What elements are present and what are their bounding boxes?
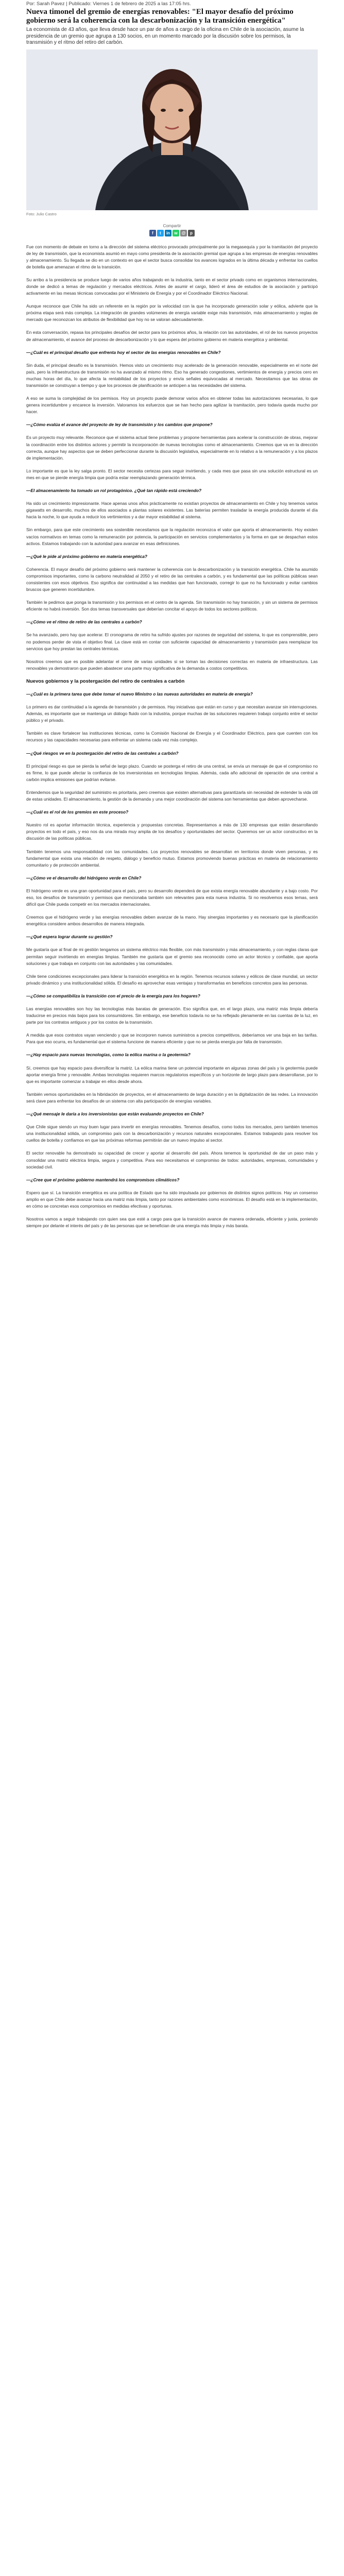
body-paragraph: Entendemos que la seguridad del suministro es prioritaria, pero creemos que existen alternativas para garantizarla sin necesidad de extender la vida útil de estas unidades. El almacenamiento, la gestión de la demanda y una mejor coordinación del sistema son herramientas que deben aprovecharse. [26, 789, 318, 802]
article-headline: Nueva timonel del gremio de energías renovables: "El mayor desafío del próximo gobierno será la coherencia con la descarbonización y la transición energética" [26, 8, 294, 25]
interview-question: —¿Cómo se compatibiliza la transición con el precio de la energía para los hogares? [26, 993, 200, 998]
body-paragraph: Nosotros vamos a seguir trabajando con quien sea que esté a cargo para que la transición avance de manera ordenada, eficiente y justa, poniendo siempre por delante el interés del país y de las personas que se benefician de una energía más limpia y más barata. [26, 1216, 318, 1229]
body-paragraph: Fue con momento de debate en torno a la dirección del sistema eléctrico provocado principalmente por la megasequía y por la tramitación del proyecto de ley de transmisión, que la economista asumió en mayo como presidenta de la asociación gremial que agrupa a las empresas de energías renovables y almacenamiento. Su llegada se dio en un contexto en que el sector busca consolidar los avances logrados en la última década y enfrentar los cuellos de botella que amenazan el ritmo de la transición. [26, 244, 318, 269]
portrait-illustration [26, 49, 318, 210]
body-paragraph: Las energías renovables son hoy las tecnologías más baratas de generación. Eso significa que, en el largo plazo, una matriz más limpia debería traducirse en precios más bajos para los consumidores. Sin embargo, ese beneficio todavía no se ha reflejado plenamente en las cuentas de la luz, en parte por los contratos antiguos y por los costos de la transmisión. [26, 1006, 318, 1025]
body-paragraph: Se ha avanzado, pero hay que acelerar. El cronograma de retiro ha sufrido ajustes por razones de seguridad del sistema, lo que es comprensible, pero no podemos perder de vista el objetivo final. La clave está en contar con suficiente capacidad de almacenamiento y transmisión para reemplazar los servicios que hoy prestan las centrales térmicas. [26, 632, 318, 651]
body-paragraph: Coherencia. El mayor desafío del próximo gobierno será mantener la coherencia con la descarbonización y la transición energética. Chile ha asumido compromisos importantes, como la carbono neutralidad al 2050 y el retiro de las centrales a carbón, y es fundamental que las políticas públicas sean consistentes con esos objetivos. Eso significa dar continuidad a las medidas que han funcionado, corregir lo que no ha funcionado y evitar cambios bruscos que generen incertidumbre. [26, 566, 318, 592]
body-paragraph: También es clave fortalecer las instituciones técnicas, como la Comisión Nacional de Energía y el Coordinador Eléctrico, para que cuenten con los recursos y las capacidades necesarias para enfrentar un sistema cada vez más complejo. [26, 731, 318, 743]
body-paragraph: Es un proyecto muy relevante. Reconoce que el sistema actual tiene problemas y propone herramientas para acelerar la construcción de obras, mejorar la coordinación entre los distintos actores y permitir la incorporación de nuevas tecnologías como el almacenamiento. Creemos que va en la dirección correcta, aunque hay aspectos que se deben perfeccionar durante la discusión legislativa, especialmente en lo relativo a la remuneración y a los plazos de implementación. [26, 435, 318, 461]
article-container [26, 0, 318, 1229]
interview-question: —¿Qué le pide al próximo gobierno en materia energética? [26, 553, 148, 559]
body-paragraph: Nosotros creemos que es posible adelantar el cierre de varias unidades si se toman las decisiones correctas en materia de infraestructura. Las renovables ya demostraron que pueden abastecer una parte muy significativa de la demanda a costos competitivos. [26, 658, 318, 671]
interview-question: —¿Qué espera lograr durante su gestión? [26, 934, 113, 940]
share-linkedin-button[interactable]: in [165, 230, 171, 236]
interview-question: —¿Cuál es el principal desafío que enfrenta hoy el sector de las energías renovables en Chile? [26, 349, 221, 355]
article-meta: Por: Sarah Pavez | Publicado: Viernes 1 de febrero de 2025 a las 17:05 hrs. [26, 1, 191, 7]
interview-question: —¿Cree que el próximo gobierno mantendrá los compromisos climáticos? [26, 1177, 180, 1182]
body-paragraph: Sí, creemos que hay espacio para diversificar la matriz. La eólica marina tiene un potencial importante en algunas zonas del país y la geotermia puede aportar energía firme y renovable. Ambas tecnologías requieren marcos regulatorios específicos y un horizonte de largo plazo para desarrollarse, por lo que es importante comenzar a trabajar en ellos desde ahora. [26, 1065, 318, 1084]
body-paragraph: En esta conversación, repasa los principales desafíos del sector para los próximos años, la relación con las autoridades, el rol de los nuevos proyectos de almacenamiento, el avance del proceso de descarbonización y lo que espera del próximo gobierno en materia energética y ambiental. [26, 330, 318, 342]
body-paragraph: También le pedimos que ponga la transmisión y los permisos en el centro de la agenda. Sin transmisión no hay transición, y sin un sistema de permisos eficiente no habrá inversión. Son dos temas transversales que deberían concitar el apoyo de todos los sectores políticos. [26, 600, 318, 612]
body-paragraph: Nuestro rol es aportar información técnica, experiencia y propuestas concretas. Representamos a más de 130 empresas que están desarrollando proyectos en todo el país, y eso nos da una mirada muy amplia de los desafíos y oportunidades del sector. Queremos ser un actor constructivo en la discusión de las políticas públicas. [26, 822, 318, 841]
body-paragraph: Lo importante es que la ley salga pronto. El sector necesita certezas para seguir invirtiendo, y cada mes que pasa sin una solución estructural es un mes en que se pierde energía limpia que podría estar reemplazando generación térmica. [26, 468, 318, 480]
body-paragraph: Que Chile sigue siendo un muy buen lugar para invertir en energías renovables. Tenemos desafíos, como todos los mercados, pero también tenemos una institucionalidad sólida, un compromiso país con la descarbonización y recursos naturales excepcionales. Estamos trabajando para resolver los cuellos de botella y confiamos en que las próximas reformas permitirán dar un nuevo impulso al sector. [26, 1124, 318, 1143]
body-paragraph: Sin embargo, para que este crecimiento sea sostenible necesitamos que la regulación reconozca el valor que aporta el almacenamiento. Hoy existen vacíos normativos en temas como la remuneración por potencia, la participación en servicios complementarios y la forma en que se despachan estos activos. Estamos trabajando con la autoridad para avanzar en esas definiciones. [26, 527, 318, 546]
interview-question: —El almacenamiento ha tomado un rol protagónico. ¿Qué tan rápido está creciendo? [26, 488, 202, 494]
body-paragraph: El principal riesgo es que se pierda la señal de largo plazo. Cuando se posterga el retiro de una central, se envía un mensaje de que el compromiso no es firme, lo que puede afectar la confianza de los inversionistas en tecnologías limpias. Además, cada año adicional de operación de una central a carbón implica emisiones que podrían evitarse. [26, 763, 318, 782]
photo-caption: Foto: Julio Castro [26, 211, 57, 216]
body-paragraph: El hidrógeno verde es una gran oportunidad para el país, pero su desarrollo dependerá de que exista energía renovable abundante y a bajo costo. Por eso, los desafíos de transmisión y permisos que mencionaba también son relevantes para esta nueva industria. Si no resolvemos esos temas, será difícil que Chile pueda competir en los mercados internacionales. [26, 888, 318, 907]
body-paragraph: También tenemos una responsabilidad con las comunidades. Los proyectos renovables se desarrollan en territorios donde viven personas, y es fundamental que exista una relación de respeto, diálogo y beneficio mutuo. Estamos promoviendo buenas prácticas en materia de relacionamiento comunitario y de protección ambiental. [26, 849, 318, 868]
share-bar [26, 230, 318, 236]
section-heading: Nuevos gobiernos y la postergación del retiro de centrales a carbón [26, 678, 185, 684]
body-paragraph: Sin duda, el principal desafío es la transmisión. Hemos visto un crecimiento muy acelerado de la generación renovable, especialmente en el norte del país, pero la infraestructura de transmisión no ha avanzado al mismo ritmo. Eso ha generado congestiones, vertimientos de energía y precios cero en muchas horas del día, lo que afecta la rentabilidad de los proyectos y envía señales equivocadas al mercado. Necesitamos que las obras de transmisión se construyan a tiempo y que los procesos de planificación se anticipen a las necesidades del sistema. [26, 362, 318, 388]
share-twitter-button[interactable]: t [157, 230, 164, 236]
body-paragraph: Creemos que el hidrógeno verde y las energías renovables deben avanzar de la mano. Hay sinergias importantes y es necesario que la planificación energética considere ambos desarrollos de manera integrada. [26, 914, 318, 927]
interview-question: —¿Cómo ve el desarrollo del hidrógeno verde en Chile? [26, 875, 142, 880]
article-page [0, 0, 344, 1229]
article-photo [26, 49, 318, 210]
body-paragraph: A medida que esos contratos vayan venciendo y que se incorporen nuevos suministros a precios competitivos, deberíamos ver una baja en las tarifas. Para que eso ocurra, es fundamental que el sistema funcione de manera eficiente y que no se pierda energía por falta de transmisión. [26, 1032, 318, 1045]
body-paragraph: Chile tiene condiciones excepcionales para liderar la transición energética en la región. Tenemos recursos solares y eólicos de clase mundial, un sector privado dinámico y una institucionalidad sólida. El desafío es aprovechar esas ventajas y transformarlas en beneficios concretos para las personas. [26, 973, 318, 986]
body-paragraph: Ha sido un crecimiento impresionante. Hace apenas unos años prácticamente no existían proyectos de almacenamiento en Chile y hoy tenemos varios gigawatts en desarrollo, muchos de ellos asociados a plantas solares existentes. Las baterías permiten trasladar la energía producida durante el día hacia la noche, lo que ayuda a reducir los vertimientos y a dar mayor estabilidad al sistema. [26, 501, 318, 520]
body-paragraph: Lo primero es dar continuidad a la agenda de transmisión y de permisos. Hay iniciativas que están en curso y que necesitan avanzar sin interrupciones. Además, es importante que se mantenga un diálogo fluido con la industria, porque muchas de las soluciones requieren trabajo conjunto entre el sector público y el privado. [26, 704, 318, 723]
interview-question: —¿Qué riesgos ve en la postergación del retiro de las centrales a carbón? [26, 750, 179, 756]
share-label: Compartir [163, 223, 181, 228]
body-paragraph: Aunque reconoce que Chile ha sido un referente en la región por la velocidad con la que ha incorporado generación solar y eólica, advierte que la próxima etapa será más compleja. La integración de grandes volúmenes de energía variable exige más transmisión, más almacenamiento y reglas de mercado que reconozcan los atributos de flexibilidad que hoy no se valoran adecuadamente. [26, 303, 318, 323]
share-facebook-button[interactable]: f [149, 230, 156, 236]
body-paragraph: El sector renovable ha demostrado su capacidad de crecer y aportar al desarrollo del país. Ahora tenemos la oportunidad de dar un paso más y consolidar una matriz eléctrica limpia, segura y competitiva. Para eso necesitamos el compromiso de todos: autoridades, empresas, comunidades y sociedad civil. [26, 1150, 318, 1170]
article-body [26, 244, 318, 1230]
body-paragraph: También vemos oportunidades en la hibridación de proyectos, en el almacenamiento de larga duración y en la digitalización de las redes. La innovación será clave para enfrentar los desafíos de un sistema con alta participación de energías variables. [26, 1091, 318, 1104]
interview-question: —¿Cuál es la primera tarea que debe tomar el nuevo Ministro o las nuevas autoridades en materia de energía? [26, 691, 253, 697]
interview-question: —¿Hay espacio para nuevas tecnologías, como la eólica marina o la geotermia? [26, 1052, 191, 1058]
interview-question: —¿Cómo ve el ritmo de retiro de las centrales a carbón? [26, 619, 142, 625]
share-email-button[interactable]: @ [180, 230, 187, 236]
body-paragraph: Me gustaría que al final de mi gestión tengamos un sistema eléctrico más flexible, con más transmisión y más almacenamiento, y con reglas claras que permitan seguir invirtiendo en energías limpias. También me gustaría que el gremio sea reconocido como un actor técnico y confiable, que aporta soluciones y que trabaja en conjunto con las autoridades y las comunidades. [26, 947, 318, 966]
body-paragraph: Su arribo a la presidencia se produce luego de varios años trabajando en la industria, tanto en el sector privado como en organismos internacionales, donde se dedicó a temas de regulación y mercados eléctricos. Antes de asumir el cargo, lideró el área de estudios de la asociación y participó activamente en las mesas técnicas convocadas por el Ministerio de Energía y por el Coordinador Eléctrico Nacional. [26, 277, 318, 296]
share-print-button[interactable]: p [188, 230, 195, 236]
body-paragraph: Espero que sí. La transición energética es una política de Estado que ha sido impulsada por gobiernos de distintos signos políticos. Hay un consenso amplio en que Chile debe avanzar hacia una matriz más limpia, tanto por razones ambientales como económicas. El desafío está en la implementación, en cómo se concretan esos compromisos en medidas efectivas y oportunas. [26, 1190, 318, 1209]
interview-question: —¿Cuál es el rol de los gremios en este proceso? [26, 809, 129, 815]
article-standfirst: La economista de 43 años, que lleva desde hace un par de años a cargo de la oficina en Chile de la asociación, asume la presidencia de un gremio que agrupa a 130 socios, en un momento marcado por la discusión sobre los permisos, la transmisión y el ritmo del retiro del carbón. [26, 27, 304, 45]
interview-question: —¿Qué mensaje le daría a los inversionistas que están evaluando proyectos en Chile? [26, 1111, 204, 1117]
body-paragraph: A eso se suma la complejidad de los permisos. Hoy un proyecto puede demorar varios años en obtener todas las autorizaciones necesarias, lo que genera incertidumbre y encarece la inversión. Valoramos los esfuerzos que se han hecho para agilizar la tramitación, pero todavía queda mucho por hacer. [26, 396, 318, 415]
share-whatsapp-button[interactable]: w [173, 230, 179, 236]
interview-question: —¿Cómo evalúa el avance del proyecto de ley de transmisión y los cambios que propone? [26, 422, 213, 428]
